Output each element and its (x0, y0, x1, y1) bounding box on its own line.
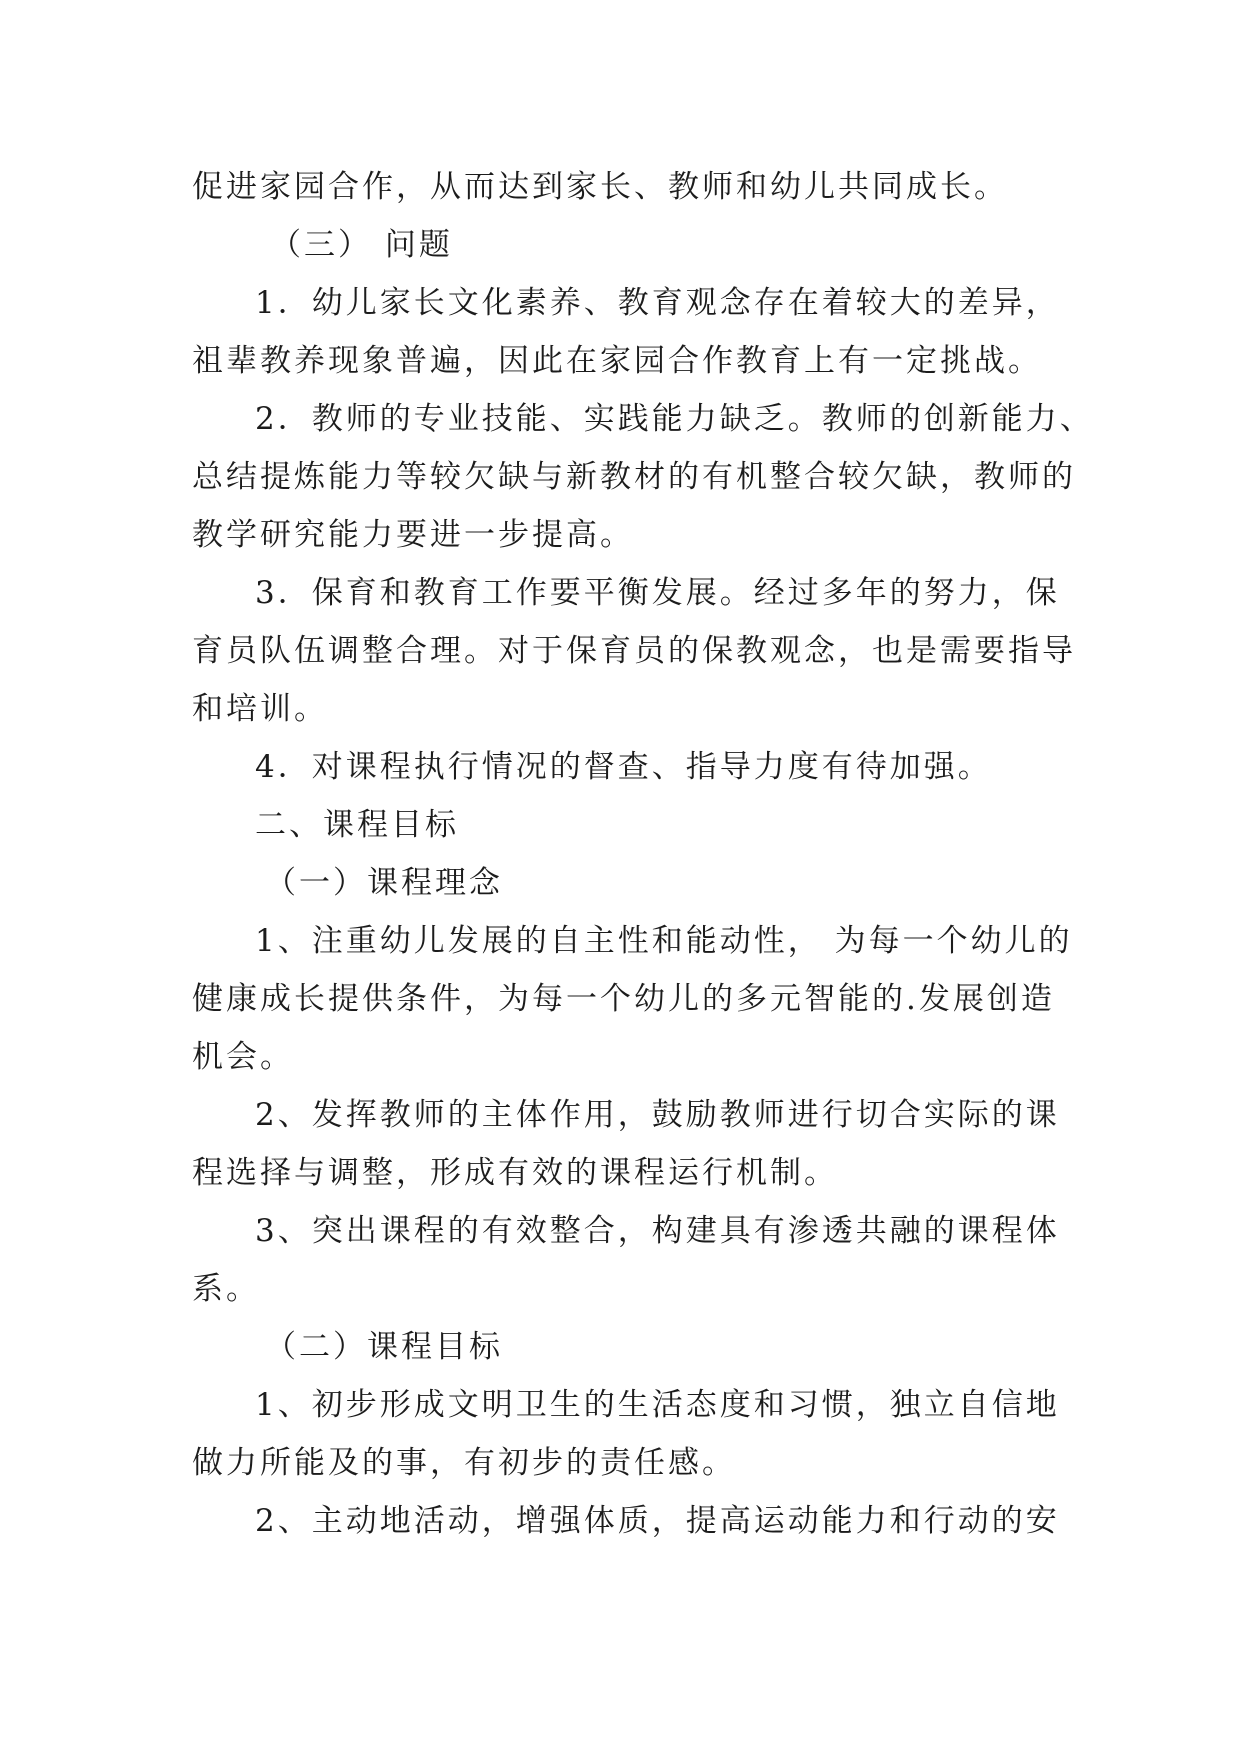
section-heading-problems: （三） 问题 (270, 227, 453, 263)
paragraph-line: 育员队伍调整合理。对于保育员的保教观念，也是需要指导 (192, 633, 1076, 669)
document-body (192, 158, 1094, 1550)
paragraph-line: 1．幼儿家长文化素养、教育观念存在着较大的差异， (255, 285, 1060, 321)
paragraph-line: 2、主动地活动，增强体质，提高运动能力和行动的安 (255, 1503, 1060, 1539)
paragraph-line: 健康成长提供条件，为每一个幼儿的多元智能的.发展创造 (192, 981, 1055, 1017)
paragraph-line: 4．对课程执行情况的督查、指导力度有待加强。 (255, 749, 992, 785)
paragraph-line: 机会。 (192, 1039, 294, 1075)
paragraph-line: 教学研究能力要进一步提高。 (192, 517, 634, 553)
paragraph-line: 总结提炼能力等较欠缺与新教材的有机整合较欠缺，教师的 (192, 459, 1076, 495)
paragraph-line: 促进家园合作，从而达到家长、教师和幼儿共同成长。 (192, 169, 1008, 205)
paragraph-line: 祖辈教养现象普遍，因此在家园合作教育上有一定挑战。 (192, 343, 1042, 379)
paragraph-line: 1、注重幼儿发展的自主性和能动性， 为每一个幼儿的 (255, 923, 1073, 959)
paragraph-line: 和培训。 (192, 691, 328, 727)
section-heading-course-goals: 二、课程目标 (255, 807, 459, 843)
paragraph-line: 3、突出课程的有效整合，构建具有渗透共融的课程体 (255, 1213, 1060, 1249)
paragraph-line: 系。 (192, 1271, 260, 1307)
subsection-heading-course-philosophy: （一）课程理念 (265, 865, 503, 901)
paragraph-line: 程选择与调整，形成有效的课程运行机制。 (192, 1155, 838, 1191)
paragraph-line: 2、发挥教师的主体作用，鼓励教师进行切合实际的课 (255, 1097, 1060, 1133)
paragraph-line: 做力所能及的事，有初步的责任感。 (192, 1445, 736, 1481)
paragraph-line: 3．保育和教育工作要平衡发展。经过多年的努力，保 (255, 575, 1060, 611)
subsection-heading-course-objectives: （二）课程目标 (265, 1329, 503, 1365)
paragraph-line: 1、初步形成文明卫生的生活态度和习惯，独立自信地 (255, 1387, 1060, 1423)
paragraph-line: 2．教师的专业技能、实践能力缺乏。教师的创新能力、 (255, 401, 1094, 437)
